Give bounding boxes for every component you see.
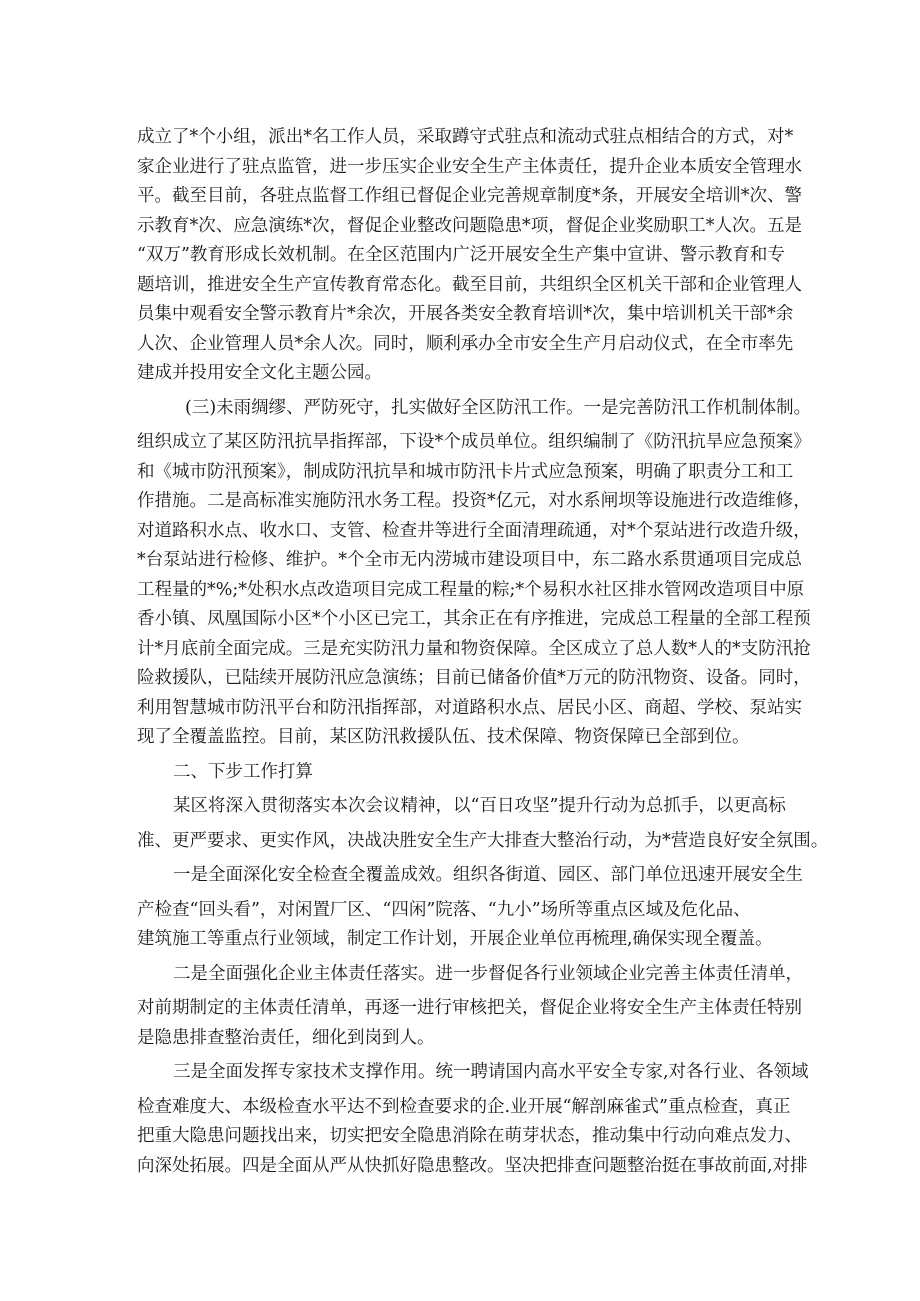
text-line: 员集中观看安全警示教育片*余次，开展各类安全教育培训*次，集中培训机关干部*余 [137,304,794,324]
text-line: 建筑施工等重点行业领域，制定工作计划，开展企业单位再梳理,确保实现全覆盖。 [137,929,773,949]
text-line: 产检查“回头看”，对闲置厂区、“四闲”院落、“九小”场所等重点区域及危化品、 [137,899,751,920]
paragraph [137,827,829,857]
text-line: 家企业进行了驻点监管，进一步压实企业安全生产主体责任，提升企业本质安全管理水 [137,156,802,177]
text-line: 二、下步工作打算 [173,761,313,782]
text-line: 人次、企业管理人员*余人次。同时，顺利承办全市安全生产月启动仪式，在全市率先 [137,333,794,354]
paragraph-gap [137,1181,793,1186]
text-line: 建成并投用安全文化主题公园。 [137,363,382,383]
text-line: 平。截至目前，各驻点监督工作组已督促企业完善规章制度*条，开展安全培训*次、警 [137,186,802,206]
text-line: 现了全覆盖监控。目前，某区防汛救援队伍、技术保障、物资保障已全部到位。 [137,727,750,747]
text-line: 示教育*次、应急演练*次，督促企业整改问题隐患*项，督促企业奖励职工*人次。五是 [137,215,802,236]
text-line: 是隐患排查整治责任，细化到岗到人。 [137,1027,435,1048]
text-line: 成立了*个小组，派出*名工作人员，采取蹲守式驻点和流动式驻点相结合的方式，对* [137,127,794,147]
paragraph [137,758,793,788]
text-line: *台泵站进行检修、维护。*个全市无内涝城市建设项目中，东二路水系贯通项目完成总 [137,550,802,570]
paragraph [137,792,793,822]
text-line: 和《城市防汛预案》，制成防汛抗旱和城市防汛卡片式应急预案，明确了职责分工和工 [137,461,794,482]
text-line: 计*月底前全面完成。三是充实防汛力量和物资保障。全区成立了总人数*人的*支防汛抢 [137,638,811,659]
paragraph [137,394,812,424]
text-line: 工程量的*%;*处积水点改造项目完成工程量的粽;*个易积水社区排水管网改造项目中原 [137,579,805,600]
text-line: 香小镇、凤凰国际小区*个小区已完工，其余正在有序推进，完成总工程量的全部工程预 [137,609,811,629]
paragraph [137,861,803,891]
text-line: 准、更严要求、更实作风，决战决胜安全生产大排查大整治行动，为*营造良好安全氛围。 [137,830,829,851]
text-line: 二是全面强化企业主体责任落实。进一步督促各行业领域企业完善主体责任清单， [173,963,803,984]
text-line: 向深处拓展。四是全面从严从快抓好隐患整改。坚决把排查问题整治挺在事故前面,对排 [137,1155,808,1176]
paragraph [137,123,802,389]
text-line: 对道路积水点、收水口、支管、检查井等进行全面清理疏通，对*个泵站进行改造升级， [137,520,811,541]
text-line: 把重大隐患问题找出来，切实把安全隐患消除在萌芽状态，推动集中行动向难点发力、 [137,1126,802,1146]
paragraph [137,960,803,990]
text-line: 三是全面发挥专家技术支撑作用。统一聘请国内高水平安全专家,对各行业、各领域 [173,1062,809,1082]
text-line: 题培训，推进安全生产宣传教育常态化。截至目前，共组织全区机关干部和企业管理人 [137,274,802,295]
text-line: 组织成立了某区防汛抗旱指挥部，下设*个成员单位。组织编制了《防汛抗旱应急预案》 [137,432,811,452]
text-line: 利用智慧城市防汛平台和防汛指挥部，对道路积水点、居民小区、商超、学校、泵站实 [137,697,802,718]
paragraph [137,994,802,1053]
text-line: 检查难度大、本级检查水平达不到检查要求的企.业开展“解剖麻雀式”重点检查，真正 [137,1096,791,1117]
paragraph [137,428,811,753]
paragraph [137,1093,808,1182]
text-line: “双万”教育形成长效机制。在全区范围内广泛开展安全生产集中宣讲、警示教育和专 [137,245,785,265]
document-body [137,123,829,1186]
text-line: 险救援队，已陆续开展防汛应急演练；目前已储备价值*万元的防汛物资、设备。同时， [137,668,811,688]
text-line: (三)未雨绸缪、严防死守，扎实做好全区防汛工作。一是完善防汛工作机制体制。 [185,397,812,418]
paragraph [137,896,793,955]
text-line: 某区将深入贯彻落实本次会议精神，以“百日攻坚”提升行动为总抓手，以更高标 [173,796,786,816]
text-line: 作措施。二是高标准实施防汛水务工程。投资*亿元，对水系闸坝等设施进行改造维修， [137,491,811,511]
text-line: 一是全面深化安全检查全覆盖成效。组织各街道、园区、部门单位迅速开展安全生 [173,865,803,885]
text-line: 对前期制定的主体责任清单，再逐一进行审核把关，督促企业将安全生产主体责任特别 [137,998,802,1018]
paragraph [137,1058,809,1088]
